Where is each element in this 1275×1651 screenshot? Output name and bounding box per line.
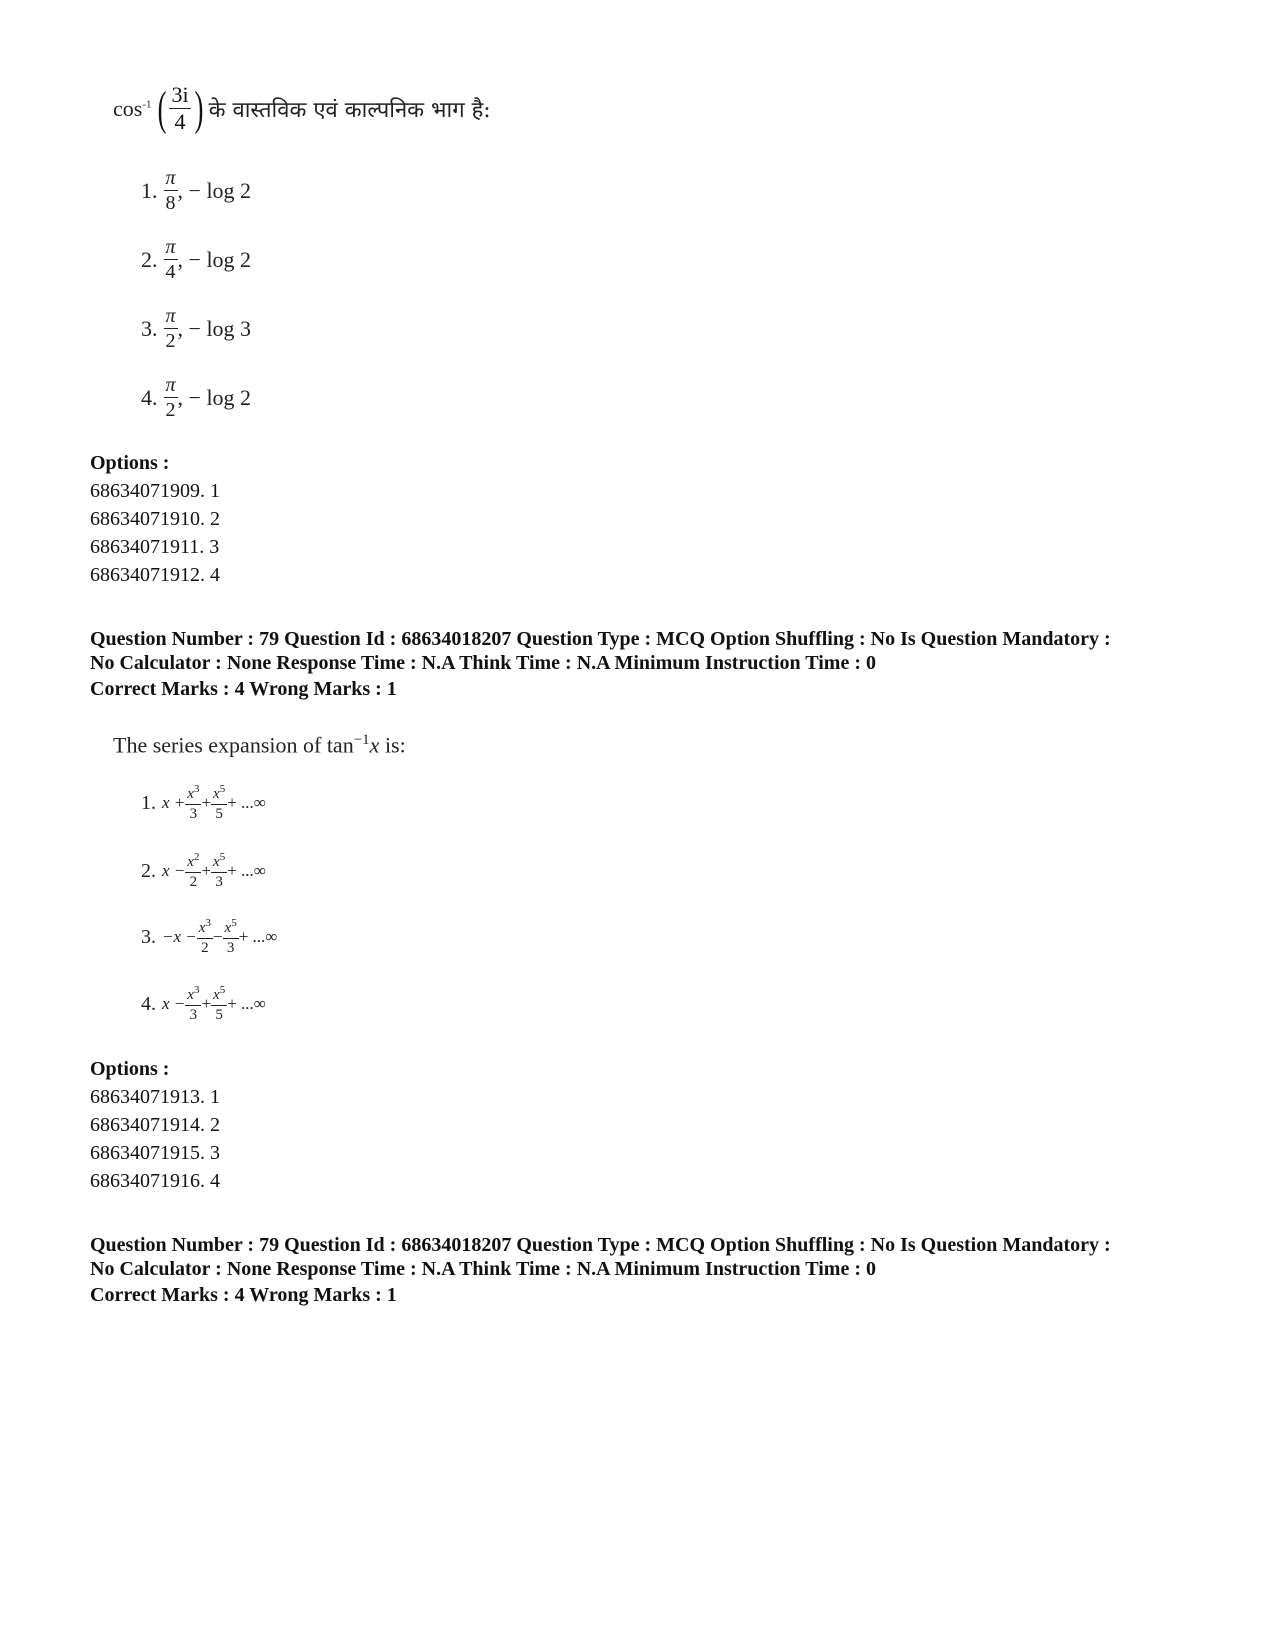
- q80-meta-line1: Question Number : 79 Question Id : 68634018207 Question Type : MCQ Option Shuffling : No Is Question Mandatory :: [90, 1234, 1111, 1256]
- q80-meta-line2: No Calculator : None Response Time : N.A Think Time : N.A Minimum Instruction Time : 0: [90, 1258, 876, 1280]
- term-var: x: [187, 987, 194, 1003]
- q79-term-1: [185, 985, 201, 1023]
- q78-choice-fraction: [164, 306, 178, 351]
- q78-argument-numerator: 3i: [171, 82, 189, 107]
- term-exp: 5: [219, 783, 226, 795]
- q79-marks: Correct Marks : 4 Wrong Marks : 1: [90, 678, 397, 700]
- q79-choice-1: [141, 784, 266, 822]
- q79-term-2: [211, 852, 227, 890]
- q78-choice-number: 1.: [141, 177, 158, 203]
- q79-stem-exponent: −1: [353, 732, 370, 748]
- q78-stem-text: के वास्तविक एवं काल्पनिक भाग है:: [208, 97, 491, 123]
- term-exp: 3: [193, 783, 200, 795]
- q79-options-label: Options :: [90, 1058, 170, 1080]
- term-exp: 3: [205, 917, 211, 929]
- q79-stem-post: is:: [379, 732, 406, 758]
- term-den: 3: [215, 874, 223, 890]
- q79-meta-line2: No Calculator : None Response Time : N.A Think Time : N.A Minimum Instruction Time : 0: [90, 652, 876, 674]
- q79-option-4: 68634071916. 4: [90, 1170, 220, 1192]
- q79-choice-operator: +: [201, 994, 212, 1013]
- q79-term-2: [223, 918, 239, 956]
- term-den: 3: [189, 1007, 198, 1023]
- q79-choice-number: 2.: [141, 859, 156, 882]
- q78-choice-tail: , − log 2: [177, 384, 252, 410]
- q79-option-3: 68634071915. 3: [90, 1142, 220, 1164]
- q78-option-1: 68634071909. 1: [90, 480, 220, 502]
- q78-cos-exponent: -1: [142, 98, 152, 111]
- q78-options-label: Options :: [90, 452, 170, 474]
- q79-choice-number: 1.: [141, 791, 156, 814]
- term-var: x: [213, 854, 220, 870]
- q79-choice-operator: +: [201, 793, 212, 812]
- q78-stem: [113, 81, 491, 135]
- q78-cos: [113, 96, 152, 122]
- q78-choice-number: 3.: [141, 315, 158, 341]
- frac-den: 8: [165, 192, 176, 214]
- q79-choice-number: 3.: [141, 925, 156, 948]
- term-var: x: [213, 786, 220, 802]
- frac-num: π: [165, 374, 176, 396]
- frac-num: π: [165, 305, 176, 327]
- term-var: x: [187, 786, 194, 802]
- q78-choice-number: 2.: [141, 246, 158, 272]
- term-exp: 2: [193, 851, 200, 863]
- q78-choice-fraction: [164, 168, 178, 213]
- q78-argument-fraction: [169, 84, 190, 133]
- term-var: x: [198, 920, 206, 936]
- q78-choice-tail: , − log 2: [177, 246, 252, 272]
- term-var: x: [224, 920, 232, 936]
- term-var: x: [213, 987, 220, 1003]
- q79-option-2: 68634071914. 2: [90, 1114, 220, 1136]
- q79-stem-variable: x: [369, 732, 380, 758]
- term-den: 5: [215, 1007, 223, 1023]
- q78-choice-tail: , − log 2: [177, 177, 252, 203]
- q79-choice-operator: −: [212, 927, 223, 946]
- q79-choice-lead: −x −: [162, 927, 197, 946]
- term-den: 3: [189, 806, 198, 822]
- term-den: 5: [215, 806, 223, 822]
- q79-option-1: 68634071913. 1: [90, 1086, 220, 1108]
- q78-choice-1: [141, 168, 251, 213]
- q79-meta-line1: Question Number : 79 Question Id : 68634018207 Question Type : MCQ Option Shuffling : No Is Question Mandatory :: [90, 628, 1111, 650]
- q79-choice-operator: +: [201, 861, 212, 880]
- term-den: 2: [201, 940, 209, 956]
- q78-argument-denominator: 4: [174, 109, 186, 134]
- q80-meta: [90, 1233, 1180, 1281]
- q79-choice-lead: x +: [162, 793, 186, 812]
- term-den: 2: [189, 874, 198, 890]
- q78-cos-label: cos: [113, 95, 143, 121]
- frac-den: 2: [165, 330, 176, 352]
- q79-term-1: [197, 918, 213, 956]
- frac-num: π: [165, 167, 176, 189]
- q78-choice-number: 4.: [141, 384, 158, 410]
- q78-option-4: 68634071912. 4: [90, 564, 220, 586]
- q79-meta: [90, 627, 1180, 675]
- q79-choice-number: 4.: [141, 992, 156, 1015]
- q79-choice-lead: x −: [162, 861, 186, 880]
- term-exp: 3: [193, 984, 200, 996]
- q78-choice-4: [141, 375, 251, 420]
- q78-option-2: 68634071910. 2: [90, 508, 220, 530]
- q80-marks: Correct Marks : 4 Wrong Marks : 1: [90, 1284, 397, 1306]
- q79-term-1: [185, 784, 201, 822]
- frac-num: π: [165, 236, 176, 258]
- term-exp: 5: [231, 917, 237, 929]
- q78-choice-2: [141, 237, 251, 282]
- q79-term-2: [211, 985, 227, 1023]
- term-exp: 5: [219, 984, 226, 996]
- frac-den: 4: [165, 261, 176, 283]
- q78-right-paren: ): [194, 81, 203, 135]
- q78-choice-3: [141, 306, 251, 351]
- q79-choice-4: [141, 985, 266, 1023]
- term-den: 3: [226, 940, 235, 956]
- q79-choice-2: [141, 852, 266, 890]
- q79-choice-tail: + ...∞: [227, 861, 266, 880]
- term-var: x: [187, 854, 194, 870]
- q79-choice-tail: + ...∞: [227, 994, 266, 1013]
- q79-choice-tail: + ...∞: [238, 927, 278, 946]
- q78-choice-fraction: [164, 237, 178, 282]
- q78-option-3: 68634071911. 3: [90, 536, 220, 558]
- q78-choice-tail: , − log 3: [177, 315, 252, 341]
- q79-choice-tail: + ...∞: [227, 793, 266, 812]
- frac-den: 2: [165, 399, 176, 421]
- term-exp: 5: [219, 851, 226, 863]
- q79-stem-pre: The series expansion of tan: [113, 732, 354, 758]
- q78-left-paren: (: [157, 81, 166, 135]
- q79-term-1: [185, 852, 201, 890]
- q79-choice-lead: x −: [162, 994, 186, 1013]
- q79-stem: [113, 732, 406, 758]
- q79-term-2: [211, 784, 227, 822]
- q78-choice-fraction: [164, 375, 178, 420]
- q79-choice-3: [141, 918, 277, 956]
